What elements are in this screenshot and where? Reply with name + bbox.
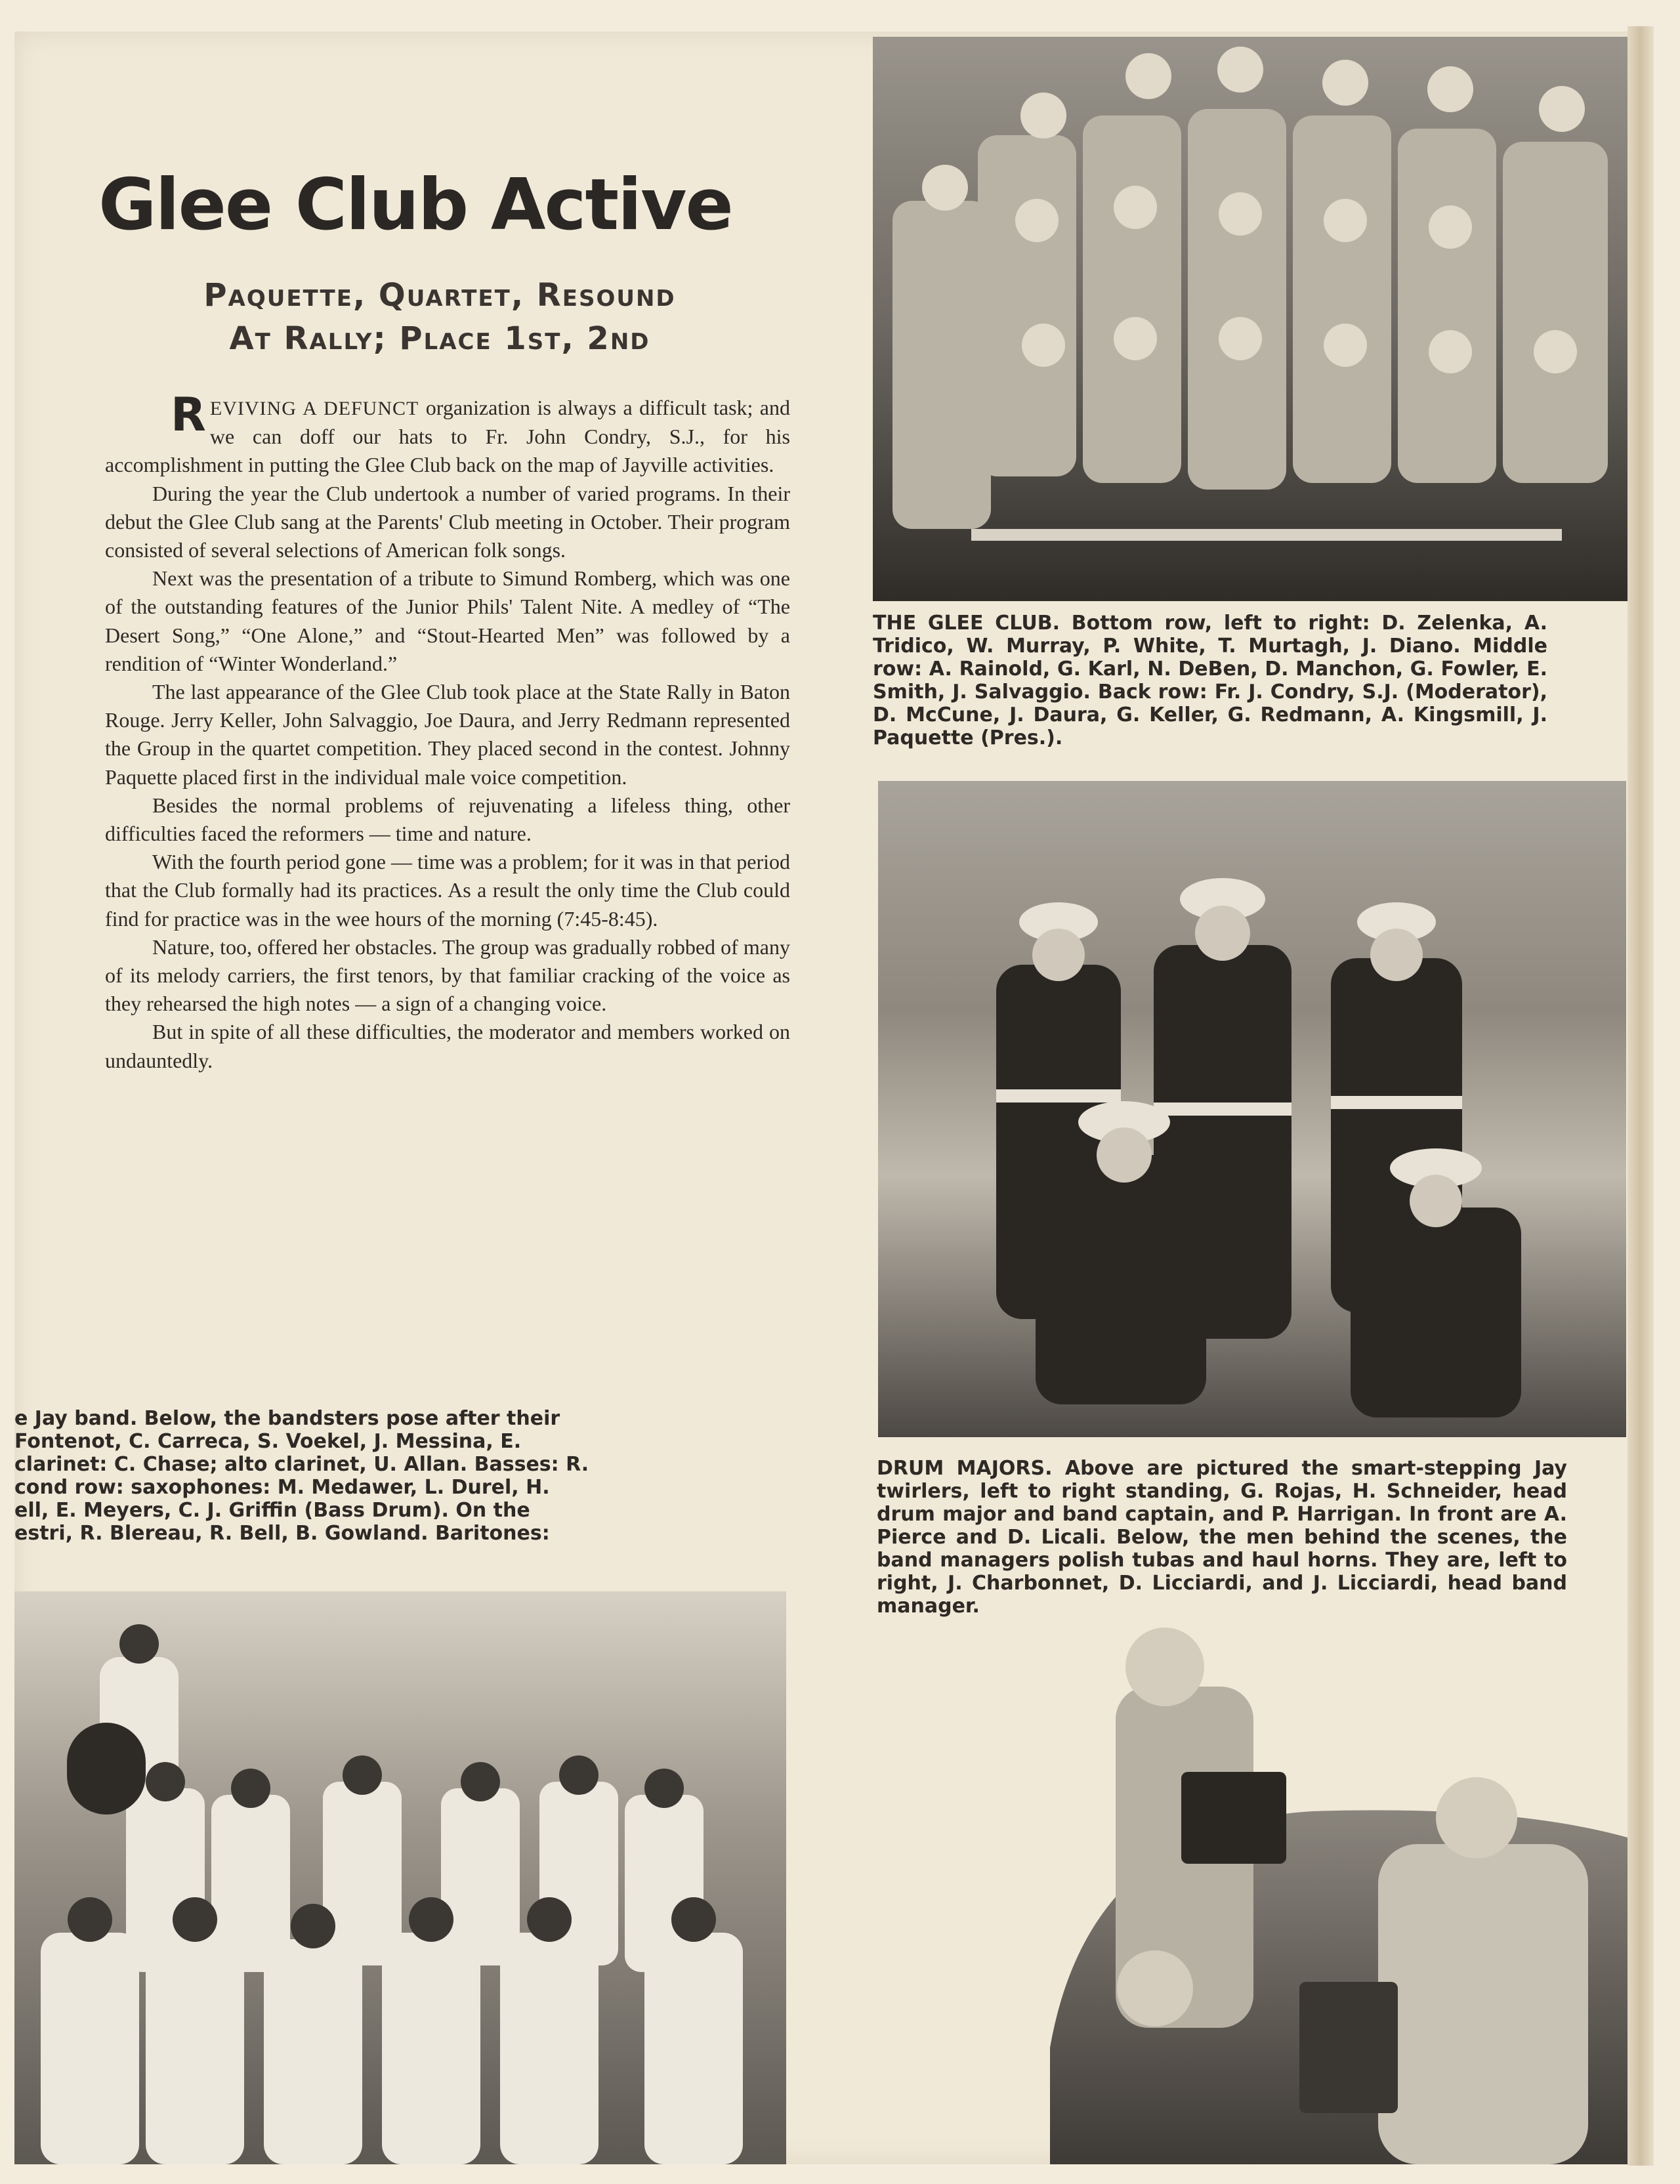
band-caption-line: e Jay band. Below, the bandsters pose after their xyxy=(14,1407,560,1430)
article-paragraph: With the fourth period gone — time was a problem; for it was in that period that the Club formally had its practices. As a result the only time the Club could find for practice was in the wee hours of the morning (7:45-8:45). xyxy=(105,850,790,931)
article-paragraph: Besides the normal problems of rejuvenating a lifeless thing, other difficulties faced the reformers — time and nature. xyxy=(105,793,790,846)
glee-club-caption: THE GLEE CLUB. Bottom row, left to right: D. Zelenka, A. Tridico, W. Murray, P. White, T. Murtagh, J. Diano. Middle row: A. Rainold, G. Karl, N. DeBen, D. Manchon, G. Fowler, E. Smith, J. Salvaggio. Back row: Fr. J. Condry, S.J. (Moderator), D. McCune, J. Daura, G. Keller, G. Redmann, A. Kingsmill, J. Paquette (Pres.). xyxy=(873,612,1547,749)
band-managers-photo xyxy=(1050,1628,1628,2164)
article-subtitle-line-1: Paquette, Quartet, Resound xyxy=(203,277,676,314)
band-photo xyxy=(14,1591,786,2164)
article-paragraph: The last appearance of the Glee Club took place at the State Rally in Baton Rouge. Jerry Keller, John Salvaggio, Joe Daura, and Jerry Redmann represented the Group in the quartet competition. They placed second in the contest. Johnny Paquette placed first in the individual male voice competition. xyxy=(105,680,790,789)
article-paragraph: But in spite of all these difficulties, the moderator and members worked on undauntedly. xyxy=(105,1020,790,1072)
article-body xyxy=(105,388,790,1075)
band-caption-line: ell, E. Meyers, C. J. Griffin (Bass Drum). On the xyxy=(14,1499,530,1522)
drum-majors-caption: DRUM MAJORS. Above are pictured the smart-stepping Jay twirlers, left to right standing, G. Rojas, H. Schneider, head drum major and band captain, and P. Harrigan. In front are A. Pierce and D. Licali. Below, the men behind the scenes, the band managers polish tubas and haul horns. They are, left to right, J. Charbonnet, D. Licciardi, and J. Licciardi, head band manager. xyxy=(877,1457,1567,1618)
page-spine-shadow xyxy=(1628,26,1654,2166)
band-caption-line: Fontenot, C. Carreca, S. Voekel, J. Messina, E. xyxy=(14,1430,522,1453)
band-caption-line: estri, R. Blereau, R. Bell, B. Gowland. Baritones: xyxy=(14,1522,550,1545)
article-subtitle-line-2: At Rally; Place 1st, 2nd xyxy=(229,320,650,357)
article-paragraph: Nature, too, offered her obstacles. The group was gradually robbed of many of its melody carriers, the first tenors, by that familiar cracking of the voice as they rehearsed the high notes — a sign of a changing voice. xyxy=(105,934,790,1016)
drum-majors-photo xyxy=(878,781,1626,1437)
band-caption-line: clarinet: C. Chase; alto clarinet, U. Allan. Basses: R. xyxy=(14,1453,589,1476)
article-paragraph: During the year the Club undertook a number of varied programs. In their debut the Glee Club sang at the Parents' Club meeting in October. Their program consisted of several selections of American folk songs. xyxy=(105,481,790,562)
band-caption-line: cond row: saxophones: M. Medawer, L. Durel, H. xyxy=(14,1476,550,1499)
band-caption xyxy=(14,1407,631,1545)
article-paragraph: REVIVING A DEFUNCT organization is always a difficult task; and we can doff our hats to Fr. John Condry, S.J., for his accomplishment in putting the Glee Club back on the map of Jayville activities. xyxy=(105,388,790,477)
lead-in: EVIVING A DEFUNCT xyxy=(209,398,419,419)
drop-cap: R xyxy=(171,388,206,442)
article-title: Glee Club Active xyxy=(98,164,732,246)
article-paragraph: Next was the presentation of a tribute to Simund Romberg, which was one of the outstanding features of the Junior Phils' Talent Nite. A medley of “The Desert Song,” “One Alone,” and “Stout-Hearted Men” was followed by a rendition of “Winter Wonderland.” xyxy=(105,566,790,675)
glee-club-photo xyxy=(873,37,1628,601)
